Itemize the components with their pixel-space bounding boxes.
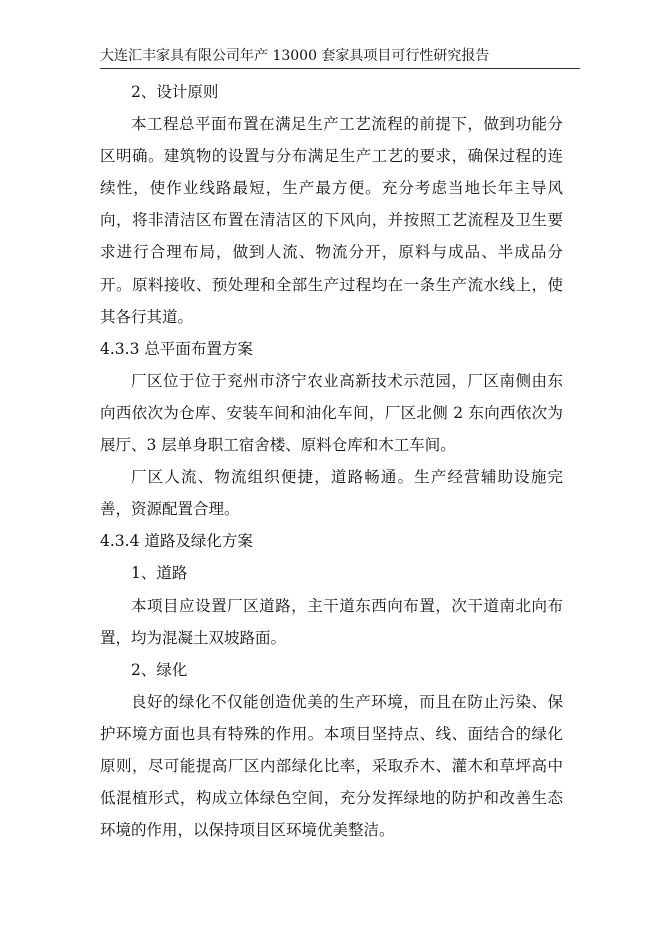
paragraph-site-flow: 厂区人流、物流组织便捷，道路畅通。生产经营辅助设施完善，资源配置合理。 <box>100 468 563 519</box>
document-body <box>100 76 563 846</box>
page-header: 大连汇丰家具有限公司年产 13000 套家具项目可行性研究报告 <box>100 46 580 69</box>
paragraph-roads: 本项目应设置厂区道路，主干道东西向布置，次干道南北向布置，均为混凝土双坡路面。 <box>100 596 563 647</box>
paragraph-greening: 良好的绿化不仅能创造优美的生产环境，而且在防止污染、保护环境方面也具有特殊的作用。本项目坚持点、线、面结合的绿化原则，尽可能提高厂区内部绿化比率，采取乔木、灌木和草坪高中低混植形式，构成立体绿色空间，充分发挥绿地的防护和改善生态环境的作用，以保持项目区环境优美整洁。 <box>100 692 563 840</box>
heading-4-3-3: 4.3.3 总平面布置方案 <box>100 339 253 358</box>
heading-4-3-4: 4.3.4 道路及绿化方案 <box>100 532 253 551</box>
subheading-design-principles: 2、设计原则 <box>131 83 219 101</box>
subheading-roads: 1、道路 <box>131 564 188 583</box>
subheading-greening: 2、绿化 <box>131 660 188 679</box>
paragraph-site-location: 厂区位于位于兖州市济宁农业高新技术示范园，厂区南侧由东向西依次为仓库、安装车间和油化车间，厂区北侧 2 东向西依次为展厅、3 层单身职工宿舍楼、原料仓库和木工车间。 <box>100 371 563 455</box>
paragraph-design-principles: 本工程总平面布置在满足生产工艺流程的前提下，做到功能分区明确。建筑物的设置与分布满足生产工艺的要求，确保过程的连续性，使作业线路最短，生产最方便。充分考虑当地长年主导风向，将非清洁区布置在清洁区的下风向，并按照工艺流程及卫生要求进行合理布局，做到人流、物流分开，原料与成品、半成品分开。原料接收、预处理和全部生产过程均在一条生产流水线上，使其各行其道。 <box>100 115 563 326</box>
